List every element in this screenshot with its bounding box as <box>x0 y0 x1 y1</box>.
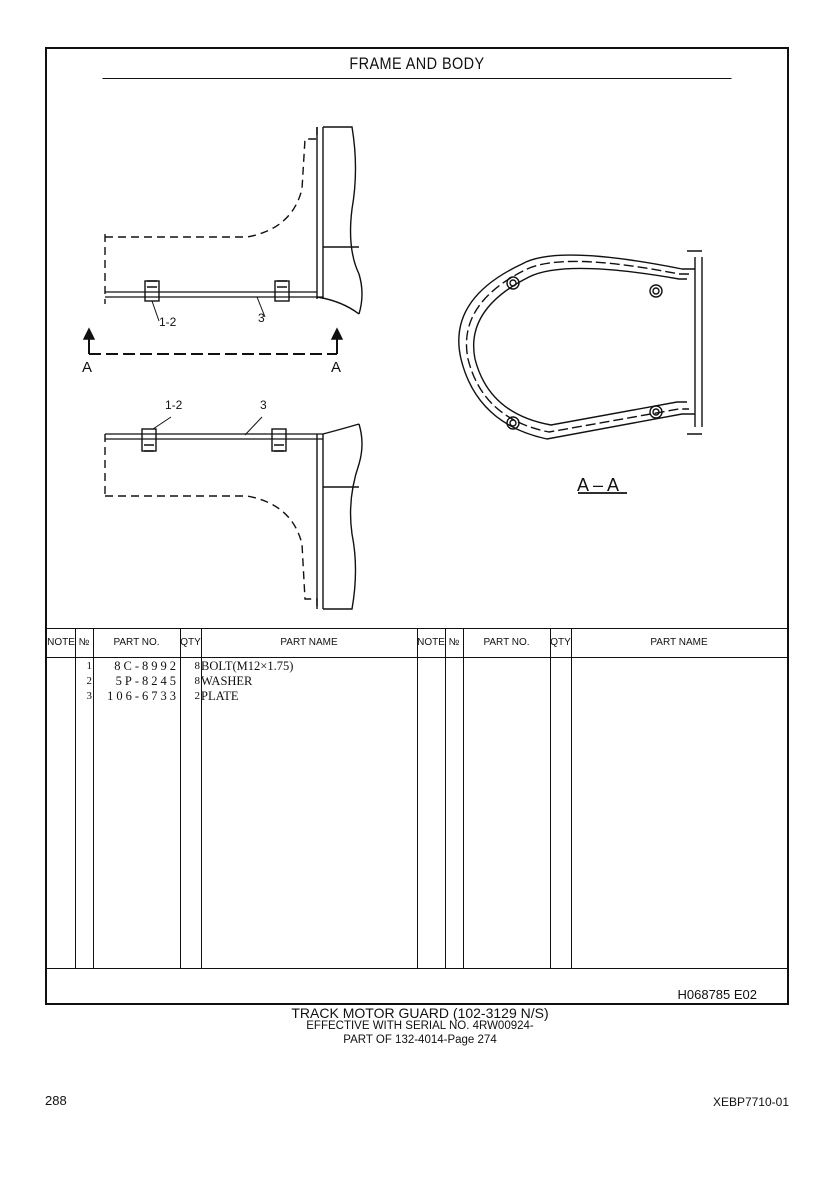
quantity: 2 <box>194 690 200 702</box>
part-name: BOLT(M12×1.75) <box>201 659 294 673</box>
col-no-left: № <box>78 637 90 648</box>
parent-assembly: PART OF 132-4014-Page 274 <box>343 1034 497 1046</box>
part-number: 8C-8992 <box>114 659 179 673</box>
callout-plate-top: 3 <box>258 311 265 325</box>
drawing-reference-code: H068785 E02 <box>677 987 757 1002</box>
col-name-left: PART NAME <box>280 637 338 648</box>
section-line <box>84 329 342 354</box>
serial-effectivity: EFFECTIVE WITH SERIAL NO. 4RW00924- <box>306 1020 534 1032</box>
bottom-view <box>105 417 362 609</box>
col-qty-right: QTY <box>550 637 571 648</box>
part-name: WASHER <box>201 674 253 688</box>
callout-plate-bottom: 3 <box>260 398 267 412</box>
drawing-frame <box>45 47 789 1005</box>
page-title: FRAME AND BODY <box>103 49 732 79</box>
part-name: PLATE <box>201 689 239 703</box>
callout-bolt-top: 1-2 <box>159 315 177 329</box>
col-divider <box>571 629 572 969</box>
part-number: 106-6733 <box>107 689 179 703</box>
col-divider <box>445 629 446 969</box>
col-partno-right: PART NO. <box>483 637 530 648</box>
quantity: 8 <box>194 675 200 687</box>
part-number: 5P-8245 <box>115 674 179 688</box>
parts-table <box>47 628 787 969</box>
col-name-right: PART NAME <box>650 637 708 648</box>
row-number: 1 <box>86 660 92 672</box>
col-partno-left: PART NO. <box>113 637 160 648</box>
section-view <box>459 251 702 439</box>
document-code: XEBP7710-01 <box>712 1095 789 1109</box>
col-divider <box>417 629 418 969</box>
col-divider <box>463 629 464 969</box>
section-mark-right: A <box>331 359 342 376</box>
top-view <box>105 127 362 321</box>
assembly-title: TRACK MOTOR GUARD (102-3129 N/S) <box>291 1005 549 1021</box>
col-qty-left: QTY <box>180 637 201 648</box>
col-note-right: NOTE <box>417 637 445 648</box>
col-divider <box>550 629 551 969</box>
row-number: 3 <box>86 690 92 702</box>
col-no-right: № <box>448 637 460 648</box>
section-mark-left: A <box>82 359 93 376</box>
quantity: 8 <box>194 660 200 672</box>
table-bottom-border <box>47 968 787 969</box>
col-note-left: NOTE <box>47 637 75 648</box>
row-number: 2 <box>86 675 92 687</box>
callout-bolt-bottom: 1-2 <box>165 398 183 412</box>
technical-drawing <box>47 79 787 627</box>
page-number: 288 <box>45 1093 67 1108</box>
section-title: A – A <box>577 475 620 495</box>
